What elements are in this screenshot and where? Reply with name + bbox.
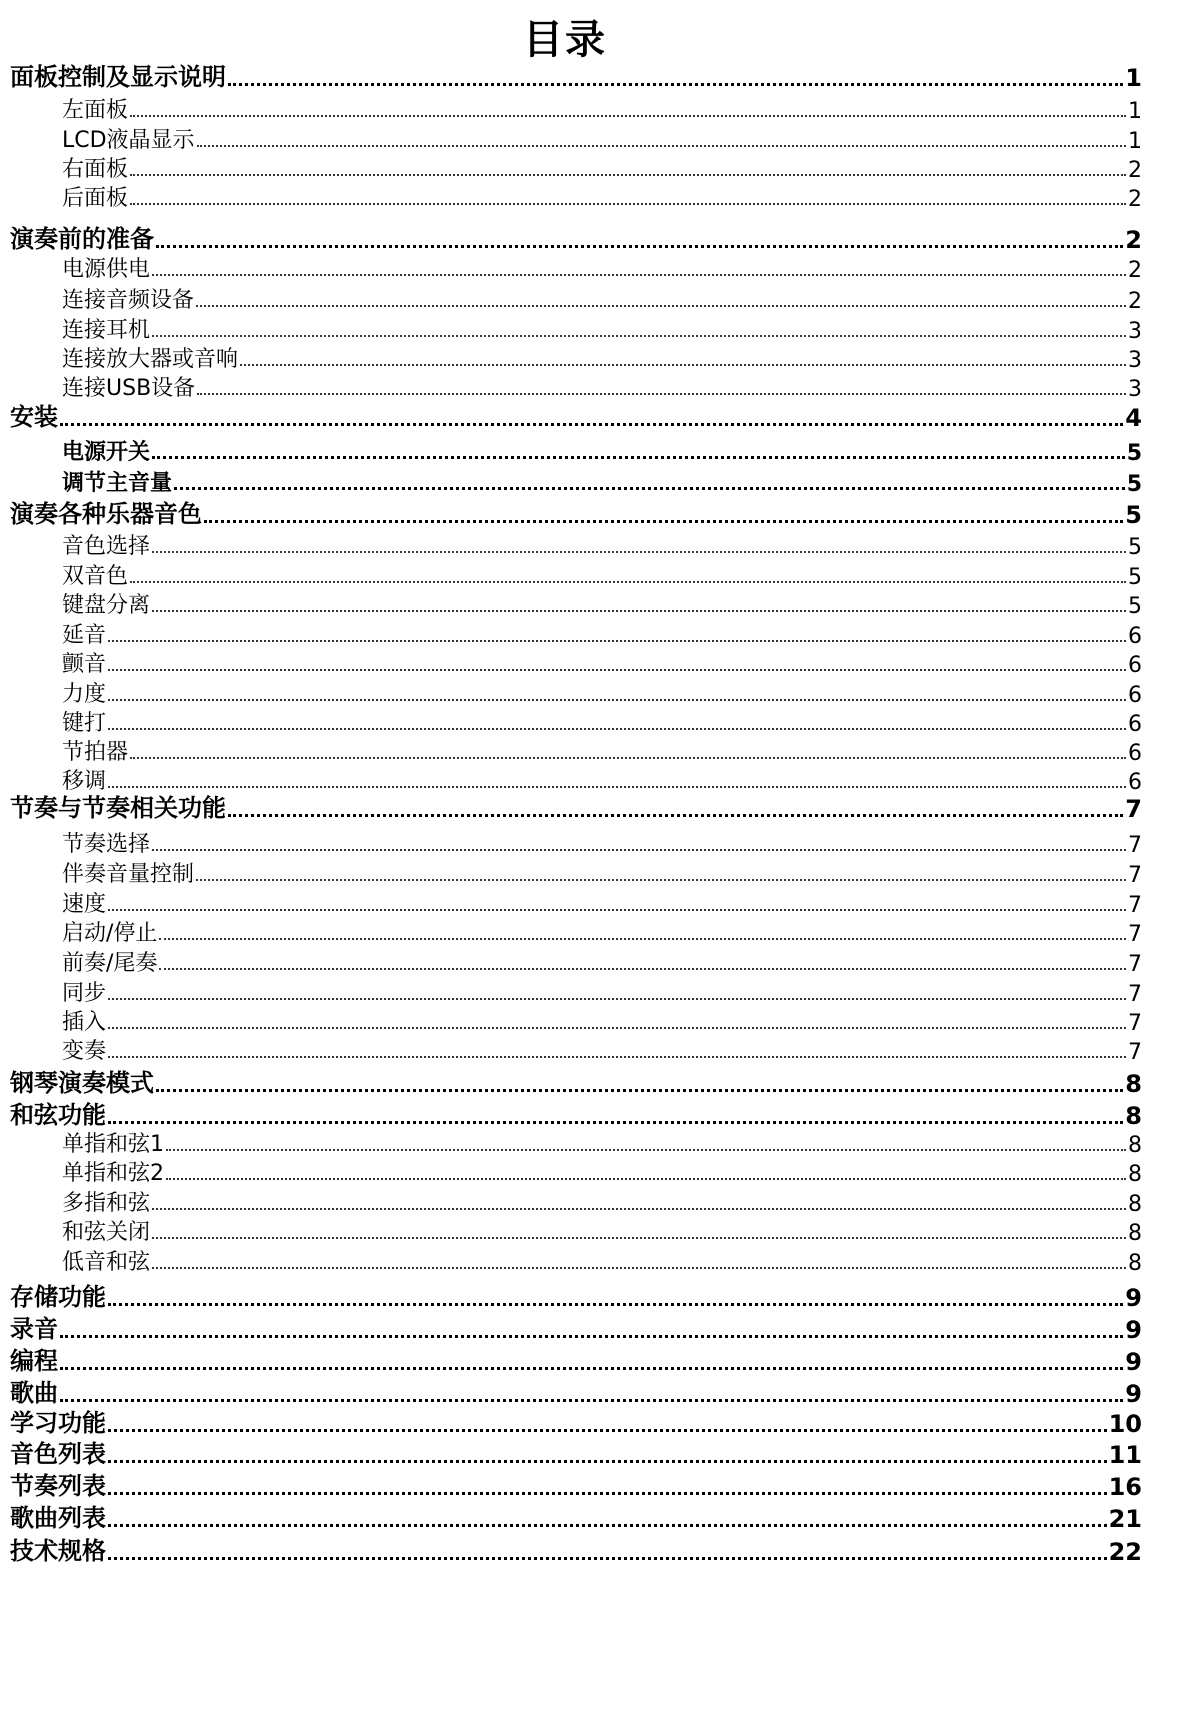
- toc-chapter-entry[interactable]: [10, 1406, 1142, 1438]
- toc-section-entry[interactable]: [10, 528, 1142, 560]
- toc-section-entry[interactable]: [10, 251, 1142, 283]
- toc-entry-label: LCD液晶显示: [62, 128, 195, 153]
- toc-entry-label: 变奏: [62, 1039, 107, 1064]
- dot-leader: [174, 487, 1125, 490]
- toc-section-entry[interactable]: [10, 1185, 1142, 1217]
- toc-section-entry[interactable]: [10, 915, 1142, 947]
- toc-page-number: 9: [1125, 1348, 1142, 1376]
- toc-page-number: 8: [1128, 1251, 1142, 1276]
- dot-leader: [159, 938, 1126, 940]
- toc-page-number: 7: [1128, 922, 1142, 947]
- toc-page-number: 1: [1128, 129, 1142, 154]
- dot-leader: [196, 305, 1126, 307]
- toc-entry-label: 编程: [10, 1347, 58, 1375]
- toc-entry-label: 多指和弦: [62, 1191, 151, 1216]
- toc-entry-label: 低音和弦: [62, 1250, 151, 1275]
- toc-chapter-entry[interactable]: [10, 791, 1142, 823]
- toc-page-number: 7: [1128, 982, 1142, 1007]
- toc-entry-label: 学习功能: [10, 1409, 106, 1437]
- toc-entry-label: 键盘分离: [62, 593, 151, 618]
- dot-leader: [152, 551, 1126, 553]
- toc-page-number: 6: [1128, 712, 1142, 737]
- toc-entry-label: 同步: [62, 981, 107, 1006]
- toc-section-entry[interactable]: [10, 1155, 1142, 1187]
- toc-page-number: 8: [1128, 1221, 1142, 1246]
- dot-leader: [130, 757, 1126, 759]
- toc-chapter-entry[interactable]: [10, 400, 1142, 432]
- toc-chapter-entry[interactable]: [10, 497, 1142, 529]
- toc-chapter-entry[interactable]: [10, 1312, 1142, 1344]
- toc-section-entry[interactable]: [10, 558, 1142, 590]
- toc-chapter-entry[interactable]: [10, 1376, 1142, 1408]
- toc-entry-label: 音色选择: [62, 534, 151, 559]
- toc-entry-label: 连接音频设备: [62, 288, 195, 313]
- toc-page-number: 8: [1128, 1192, 1142, 1217]
- toc-entry-label: 电源供电: [62, 257, 151, 282]
- toc-page-number: 4: [1125, 404, 1142, 432]
- toc-entry-label: 速度: [62, 892, 107, 917]
- toc-page-number: 21: [1108, 1505, 1142, 1533]
- toc-chapter-entry[interactable]: [10, 1534, 1142, 1566]
- toc-entry-label: 演奏前的准备: [10, 225, 154, 253]
- toc-page-number: 8: [1128, 1133, 1142, 1158]
- dot-leader: [166, 1178, 1126, 1180]
- toc-section-entry[interactable]: [10, 945, 1142, 977]
- toc-entry-label: 调节主音量: [62, 471, 173, 496]
- toc-entry-label: 技术规格: [10, 1537, 106, 1565]
- toc-entry-label: 音色列表: [10, 1440, 106, 1468]
- toc-section-entry[interactable]: [10, 434, 1142, 466]
- toc-page-number: 7: [1128, 893, 1142, 918]
- toc-page-number: 5: [1126, 441, 1142, 466]
- toc-section-entry[interactable]: [10, 856, 1142, 888]
- toc-page-number: 7: [1128, 1011, 1142, 1036]
- dot-leader: [228, 83, 1123, 86]
- toc-page-number: 7: [1128, 1040, 1142, 1065]
- toc-section-entry[interactable]: [10, 1033, 1142, 1065]
- toc-entry-label: 后面板: [62, 186, 129, 211]
- toc-page-number: 2: [1128, 289, 1142, 314]
- toc-page-number: 2: [1128, 158, 1142, 183]
- toc-entry-label: 歌曲列表: [10, 1504, 106, 1532]
- toc-section-entry[interactable]: [10, 886, 1142, 918]
- dot-leader: [108, 998, 1126, 1000]
- toc-page-number: 9: [1125, 1380, 1142, 1408]
- toc-section-entry[interactable]: [10, 370, 1142, 402]
- dot-leader: [108, 1492, 1107, 1495]
- toc-page-number: 9: [1125, 1284, 1142, 1312]
- dot-leader: [152, 456, 1125, 459]
- toc-section-entry[interactable]: [10, 92, 1142, 124]
- dot-leader: [60, 1367, 1123, 1370]
- dot-leader: [108, 1027, 1126, 1029]
- dot-leader: [108, 786, 1126, 788]
- toc-page-number: 10: [1108, 1410, 1142, 1438]
- toc-chapter-entry[interactable]: [10, 1469, 1142, 1501]
- dot-leader: [156, 245, 1123, 248]
- toc-entry-label: 演奏各种乐器音色: [10, 500, 202, 528]
- toc-entry-label: 面板控制及显示说明: [10, 63, 226, 91]
- dot-leader: [108, 640, 1126, 642]
- toc-page-number: 3: [1128, 319, 1142, 344]
- toc-page-number: 2: [1128, 258, 1142, 283]
- dot-leader: [130, 174, 1126, 176]
- toc-chapter-entry[interactable]: [10, 1066, 1142, 1098]
- toc-section-entry[interactable]: [10, 646, 1142, 678]
- toc-entry-label: 连接耳机: [62, 318, 151, 343]
- dot-leader: [152, 335, 1126, 337]
- toc-chapter-entry[interactable]: [10, 222, 1142, 254]
- dot-leader: [156, 1089, 1123, 1092]
- toc-section-entry[interactable]: [10, 180, 1142, 212]
- dot-leader: [108, 1557, 1107, 1560]
- toc-entry-label: 钢琴演奏模式: [10, 1069, 154, 1097]
- toc-page-number: 6: [1128, 683, 1142, 708]
- toc-chapter-entry[interactable]: [10, 60, 1142, 92]
- toc-page-number: 5: [1125, 501, 1142, 529]
- dot-leader: [108, 1303, 1123, 1306]
- toc-chapter-entry[interactable]: [10, 1344, 1142, 1376]
- toc-chapter-entry[interactable]: [10, 1280, 1142, 1312]
- dot-leader: [197, 145, 1126, 147]
- toc-page-number: 3: [1128, 348, 1142, 373]
- dot-leader: [130, 203, 1126, 205]
- toc-entry-label: 移调: [62, 769, 107, 794]
- toc-page-number: 8: [1125, 1070, 1142, 1098]
- page-title: 目录: [523, 17, 607, 63]
- toc-entry-label: 和弦关闭: [62, 1220, 151, 1245]
- toc-page-number: 8: [1125, 1102, 1142, 1130]
- dot-leader: [130, 115, 1126, 117]
- toc-entry-label: 和弦功能: [10, 1101, 106, 1129]
- toc-entry-label: 安装: [10, 403, 58, 431]
- toc-page-number: 16: [1108, 1473, 1142, 1501]
- toc-page-number: 11: [1108, 1441, 1142, 1469]
- toc-entry-label: 键打: [62, 711, 107, 736]
- toc-page-number: 5: [1128, 535, 1142, 560]
- toc-entry-label: 双音色: [62, 564, 129, 589]
- dot-leader: [152, 274, 1126, 276]
- dot-leader: [152, 1267, 1126, 1269]
- toc-section-entry[interactable]: [10, 705, 1142, 737]
- toc-page-number: 6: [1128, 770, 1142, 795]
- dot-leader: [196, 879, 1126, 881]
- dot-leader: [60, 1399, 1123, 1402]
- dot-leader: [60, 423, 1123, 426]
- toc-page-number: 1: [1125, 64, 1142, 92]
- dot-leader: [108, 1056, 1126, 1058]
- toc-chapter-entry[interactable]: [10, 1501, 1142, 1533]
- toc-entry-label: 节奏选择: [62, 832, 151, 857]
- toc-page-number: 2: [1125, 226, 1142, 254]
- dot-leader: [108, 1460, 1107, 1463]
- toc-entry-label: 节拍器: [62, 740, 129, 765]
- dot-leader: [130, 581, 1126, 583]
- dot-leader: [228, 814, 1123, 817]
- toc-entry-label: 连接放大器或音响: [62, 347, 239, 372]
- toc-entry-label: 伴奏音量控制: [62, 862, 195, 887]
- dot-leader: [204, 520, 1123, 523]
- toc-section-entry[interactable]: [10, 1214, 1142, 1246]
- toc-page-number: 5: [1128, 565, 1142, 590]
- toc-entry-label: 延音: [62, 623, 107, 648]
- dot-leader: [60, 1335, 1123, 1338]
- toc-section-entry[interactable]: [10, 312, 1142, 344]
- toc-section-entry[interactable]: [10, 1126, 1142, 1158]
- toc-chapter-entry[interactable]: [10, 1437, 1142, 1469]
- toc-entry-label: 启动/停止: [62, 921, 158, 946]
- dot-leader: [108, 1121, 1123, 1124]
- toc-section-entry[interactable]: [10, 465, 1142, 497]
- toc-page-number: 6: [1128, 624, 1142, 649]
- toc-section-entry[interactable]: [10, 1244, 1142, 1276]
- toc-section-entry[interactable]: [10, 122, 1142, 154]
- toc-entry-label: 歌曲: [10, 1379, 58, 1407]
- toc-section-entry[interactable]: [10, 282, 1142, 314]
- toc-page-number: 7: [1128, 952, 1142, 977]
- toc-entry-label: 颤音: [62, 652, 107, 677]
- toc-page-number: 22: [1108, 1538, 1142, 1566]
- toc-page-number: 6: [1128, 741, 1142, 766]
- toc-entry-label: 电源开关: [62, 440, 151, 465]
- dot-leader: [240, 364, 1126, 366]
- dot-leader: [159, 968, 1126, 970]
- dot-leader: [108, 1524, 1107, 1527]
- toc-section-entry[interactable]: [10, 617, 1142, 649]
- toc-entry-label: 节奏与节奏相关功能: [10, 794, 226, 822]
- dot-leader: [108, 699, 1126, 701]
- toc-section-entry[interactable]: [10, 975, 1142, 1007]
- toc-section-entry[interactable]: [10, 587, 1142, 619]
- toc-page-number: 9: [1125, 1316, 1142, 1344]
- toc-page-number: 2: [1128, 187, 1142, 212]
- dot-leader: [152, 1208, 1126, 1210]
- dot-leader: [197, 393, 1126, 395]
- dot-leader: [108, 1429, 1107, 1432]
- dot-leader: [152, 1237, 1126, 1239]
- toc-page-number: 8: [1128, 1162, 1142, 1187]
- toc-section-entry[interactable]: [10, 1004, 1142, 1036]
- dot-leader: [152, 610, 1126, 612]
- toc-page-number: 7: [1128, 863, 1142, 888]
- toc-entry-label: 节奏列表: [10, 1472, 106, 1500]
- toc-section-entry[interactable]: [10, 151, 1142, 183]
- dot-leader: [166, 1149, 1126, 1151]
- toc-entry-label: 存储功能: [10, 1283, 106, 1311]
- toc-page-number: 7: [1125, 795, 1142, 823]
- toc-page-number: 3: [1128, 377, 1142, 402]
- toc-entry-label: 前奏/尾奏: [62, 951, 158, 976]
- toc-page-number: 7: [1128, 833, 1142, 858]
- dot-leader: [152, 849, 1126, 851]
- toc-section-entry[interactable]: [10, 676, 1142, 708]
- toc-page-number: 5: [1126, 472, 1142, 497]
- toc-entry-label: 右面板: [62, 157, 129, 182]
- toc-entry-label: 力度: [62, 682, 107, 707]
- toc-entry-label: 单指和弦1: [62, 1132, 164, 1157]
- toc-entry-label: 左面板: [62, 98, 129, 123]
- toc-entry-label: 插入: [62, 1010, 107, 1035]
- toc-page-number: 5: [1128, 594, 1142, 619]
- toc-section-entry[interactable]: [10, 341, 1142, 373]
- dot-leader: [108, 728, 1126, 730]
- toc-section-entry[interactable]: [10, 734, 1142, 766]
- toc-page-number: 6: [1128, 653, 1142, 678]
- toc-page-number: 1: [1128, 99, 1142, 124]
- toc-entry-label: 连接USB设备: [62, 376, 196, 401]
- dot-leader: [108, 669, 1126, 671]
- toc-section-entry[interactable]: [10, 826, 1142, 858]
- toc-entry-label: 单指和弦2: [62, 1161, 164, 1186]
- dot-leader: [108, 909, 1126, 911]
- toc-entry-label: 录音: [10, 1315, 58, 1343]
